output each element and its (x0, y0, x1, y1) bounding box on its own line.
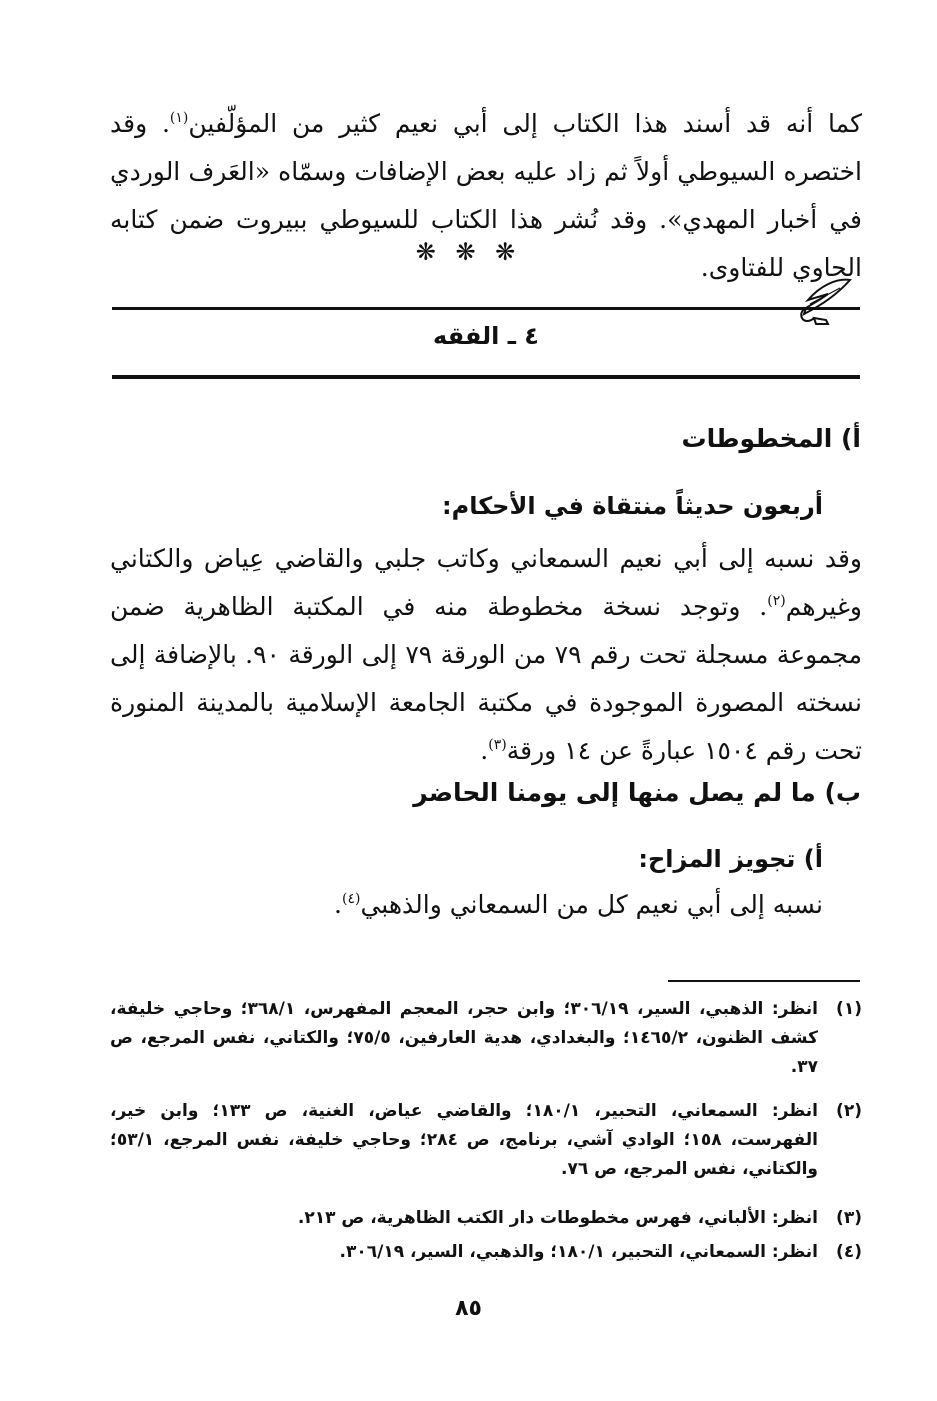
footnote-4 (110, 1238, 862, 1267)
intro-text-b: . وقد اختصره السيوطي أولاً ثم زاد عليه بعض الإضافات وسمّاه «العَرف الوردي في أخبار المهدي». وقد نُشر هذا الكتاب للسيوطي ببيروت ضمن كتابه الحاوي للفتاوى. (110, 109, 862, 282)
subheading-joking: أ) تجويز المزاح: (638, 845, 823, 873)
footnote-number: (٢) (836, 1101, 862, 1121)
heading-lost-works: ب) ما لم يصل منها إلى يومنا الحاضر (413, 778, 861, 807)
quill-pen-icon (796, 274, 852, 328)
footnote-text: انظر: الألباني، فهرس مخطوطات دار الكتب الظاهرية، ص ٢١٣. (297, 1208, 818, 1228)
footnote-3 (110, 1204, 862, 1233)
forty-hadith-text-b: . وتوجد نسخة مخطوطة منه في المكتبة الظاهرية ضمن مجموعة مسجلة تحت رقم ٧٩ من الورقة ٧٩ إلى الورقة ٩٠. بالإضافة إلى نسخته المصورة الموجودة في مكتبة الجامعة الإسلامية بالمدينة المنورة تحت رقم ١٥٠٤ عبارةً عن ١٤ ورقة (110, 592, 862, 765)
footnote-number: (٤) (836, 1242, 862, 1262)
footnote-rule (668, 980, 860, 982)
footnote-text: انظر: السمعاني، التحبير، ١٨٠/١؛ والذهبي، السير، ٣٠٦/١٩. (339, 1242, 818, 1262)
section-title: ٤ ـ الفقه (433, 322, 539, 350)
intro-text-a: كما أنه قد أسند هذا الكتاب إلى أبي نعيم كثير من المؤلّفين (188, 109, 862, 138)
footnote-1 (110, 995, 862, 1082)
joking-paragraph (334, 890, 823, 919)
footnote-text: انظر: السمعاني، التحبير، ١٨٠/١؛ والقاضي عياض، الغنية، ص ١٣٣؛ وابن خير، الفهرست، ١٥٨؛ الوادي آشي، برنامج، ص ٢٨٤؛ وحاجي خليفة، نفس المرجع، ٥٣/١؛ والكتاني، نفس المرجع، ص ٧٦. (110, 1101, 819, 1179)
heading-manuscripts: أ) المخطوطات (681, 424, 861, 453)
footnote-ref-3: (٣) (488, 737, 507, 753)
footnote-number: (٣) (836, 1208, 862, 1228)
forty-hadith-paragraph (110, 535, 862, 775)
forty-hadith-text-a: وقد نسبه إلى أبي نعيم السمعاني وكاتب جلبي والقاضي عِياض والكتاني وغيرهم (110, 544, 862, 621)
section-bottom-rule (112, 375, 860, 379)
page-number: ٨٥ (455, 1296, 482, 1321)
footnote-ref-4: (٤) (341, 891, 361, 907)
subheading-forty-hadith: أربعون حديثاً منتقاة في الأحكام: (442, 492, 823, 520)
footnote-ref-2: (٢) (767, 593, 786, 609)
joking-text-b: . (334, 890, 342, 919)
top-rule (112, 307, 860, 310)
footnote-number: (١) (836, 999, 862, 1019)
forty-hadith-text-c: . (480, 736, 489, 765)
footnote-2 (110, 1097, 862, 1184)
joking-text-a: نسبه إلى أبي نعيم كل من السمعاني والذهبي (360, 890, 823, 919)
footnote-text: انظر: الذهبي، السير، ٣٠٦/١٩؛ وابن حجر، المعجم المفهرس، ٣٦٨/١؛ وحاجي خليفة، كشف الظنون، ١٤٦٥/٢؛ والبغدادي، هدية العارفين، ٧٥/٥؛ والكتاني، نفس المرجع، ص ٣٧. (110, 999, 818, 1077)
footnote-ref-1: (١) (169, 110, 189, 126)
separator-stars: ❋ ❋ ❋ (415, 238, 522, 266)
